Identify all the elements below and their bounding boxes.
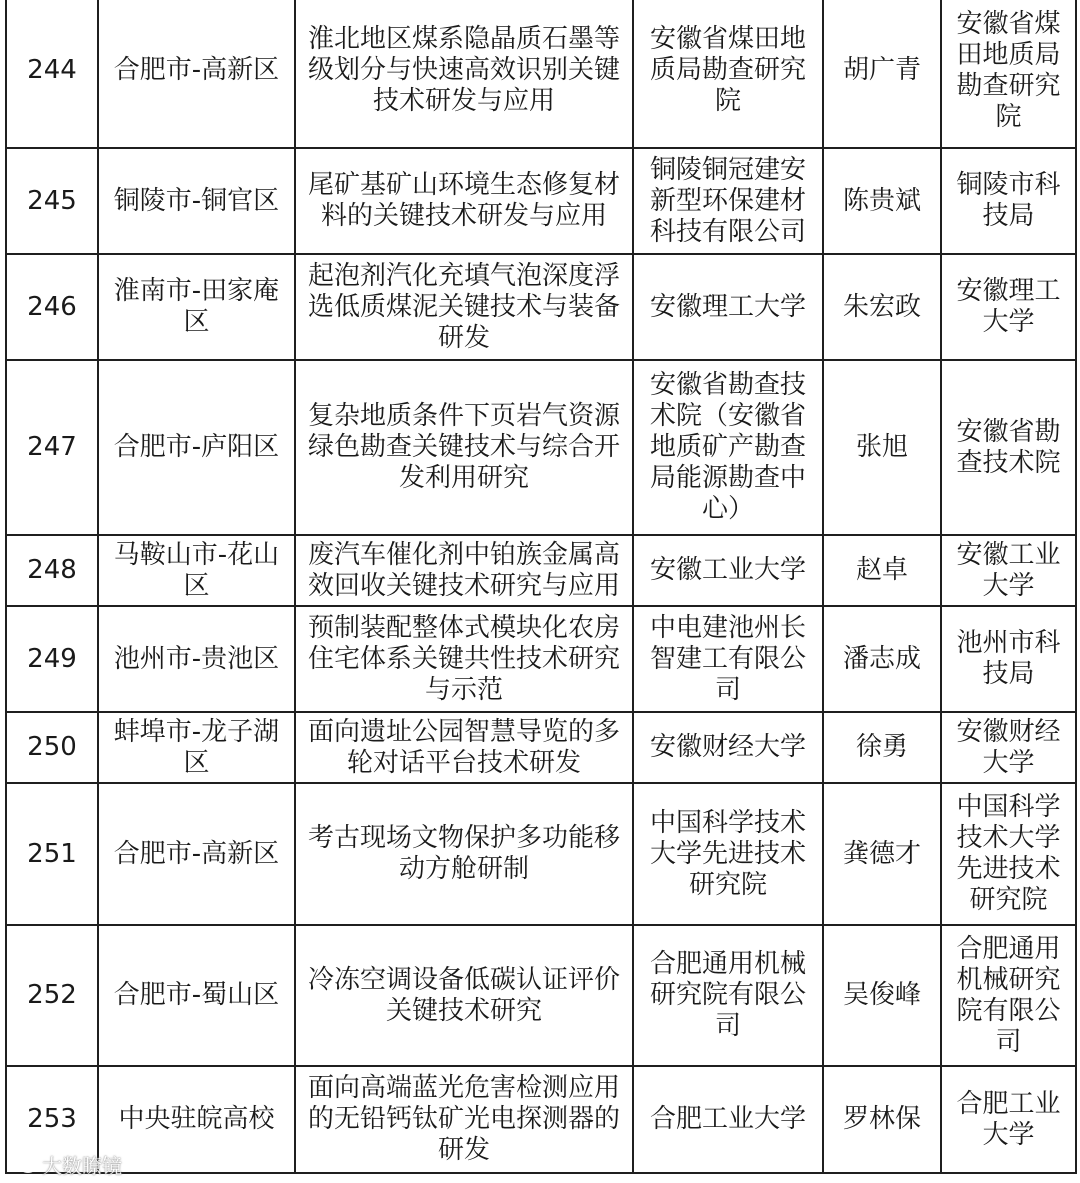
project-table <box>5 0 1077 1174</box>
serial-number-cell: 251 <box>6 783 98 925</box>
project-name-cell: 复杂地质条件下页岩气资源绿色勘查关键技术与综合开发利用研究 <box>295 360 633 535</box>
table-row <box>6 148 1076 254</box>
project-name-cell: 面向遗址公园智慧导览的多轮对话平台技术研发 <box>295 712 633 783</box>
table-row <box>6 1066 1076 1173</box>
project-leader-cell: 张旭 <box>823 360 941 535</box>
region-cell: 中央驻皖高校 <box>98 1066 295 1173</box>
project-name-cell: 废汽车催化剂中铂族金属高效回收关键技术研究与应用 <box>295 535 633 606</box>
undertaking-unit-cell: 中电建池州长智建工有限公司 <box>633 606 823 712</box>
region-cell: 池州市-贵池区 <box>98 606 295 712</box>
recommending-unit-cell: 安徽理工大学 <box>941 254 1076 360</box>
undertaking-unit-cell: 合肥通用机械研究院有限公司 <box>633 925 823 1066</box>
wechat-logo-icon <box>8 1154 38 1174</box>
table-row <box>6 254 1076 360</box>
project-name-cell: 预制装配整体式模块化农房住宅体系关键共性技术研究与示范 <box>295 606 633 712</box>
region-cell: 合肥市-高新区 <box>98 783 295 925</box>
project-leader-cell: 陈贵斌 <box>823 148 941 254</box>
serial-number-cell: 253 <box>6 1066 98 1173</box>
recommending-unit-cell: 合肥通用机械研究院有限公司 <box>941 925 1076 1066</box>
serial-number-cell: 249 <box>6 606 98 712</box>
recommending-unit-cell: 安徽省煤田地质局勘查研究院 <box>941 0 1076 148</box>
serial-number-cell: 247 <box>6 360 98 535</box>
watermark-text: 大数瞭镜 <box>42 1153 122 1178</box>
serial-number-cell: 245 <box>6 148 98 254</box>
undertaking-unit-cell: 中国科学技术大学先进技术研究院 <box>633 783 823 925</box>
serial-number-cell: 252 <box>6 925 98 1066</box>
undertaking-unit-cell: 安徽工业大学 <box>633 535 823 606</box>
undertaking-unit-cell: 安徽理工大学 <box>633 254 823 360</box>
recommending-unit-cell: 铜陵市科技局 <box>941 148 1076 254</box>
project-leader-cell: 吴俊峰 <box>823 925 941 1066</box>
table-row <box>6 606 1076 712</box>
undertaking-unit-cell: 安徽省勘查技术院（安徽省地质矿产勘查局能源勘查中心） <box>633 360 823 535</box>
project-leader-cell: 朱宏政 <box>823 254 941 360</box>
project-name-cell: 尾矿基矿山环境生态修复材料的关键技术研发与应用 <box>295 148 633 254</box>
undertaking-unit-cell: 合肥工业大学 <box>633 1066 823 1173</box>
project-name-cell: 淮北地区煤系隐晶质石墨等级划分与快速高效识别关键技术研发与应用 <box>295 0 633 148</box>
project-name-cell: 冷冻空调设备低碳认证评价关键技术研究 <box>295 925 633 1066</box>
region-cell: 铜陵市-铜官区 <box>98 148 295 254</box>
serial-number-cell: 250 <box>6 712 98 783</box>
table-row <box>6 925 1076 1066</box>
serial-number-cell: 246 <box>6 254 98 360</box>
serial-number-cell: 248 <box>6 535 98 606</box>
undertaking-unit-cell: 安徽省煤田地质局勘查研究院 <box>633 0 823 148</box>
region-cell: 合肥市-蜀山区 <box>98 925 295 1066</box>
project-name-cell: 起泡剂汽化充填气泡深度浮选低质煤泥关键技术与装备研发 <box>295 254 633 360</box>
table-row <box>6 360 1076 535</box>
recommending-unit-cell: 中国科学技术大学先进技术研究院 <box>941 783 1076 925</box>
table-row <box>6 0 1076 148</box>
undertaking-unit-cell: 铜陵铜冠建安新型环保建材科技有限公司 <box>633 148 823 254</box>
project-leader-cell: 赵卓 <box>823 535 941 606</box>
project-leader-cell: 龚德才 <box>823 783 941 925</box>
recommending-unit-cell: 池州市科技局 <box>941 606 1076 712</box>
recommending-unit-cell: 安徽省勘查技术院 <box>941 360 1076 535</box>
table-row <box>6 783 1076 925</box>
project-leader-cell: 胡广青 <box>823 0 941 148</box>
table-row <box>6 712 1076 783</box>
recommending-unit-cell: 合肥工业大学 <box>941 1066 1076 1173</box>
recommending-unit-cell: 安徽财经大学 <box>941 712 1076 783</box>
region-cell: 马鞍山市-花山区 <box>98 535 295 606</box>
serial-number-cell: 244 <box>6 0 98 148</box>
project-leader-cell: 潘志成 <box>823 606 941 712</box>
region-cell: 合肥市-高新区 <box>98 0 295 148</box>
recommending-unit-cell: 安徽工业大学 <box>941 535 1076 606</box>
region-cell: 淮南市-田家庵区 <box>98 254 295 360</box>
project-name-cell: 考古现场文物保护多功能移动方舱研制 <box>295 783 633 925</box>
watermark <box>8 1151 122 1177</box>
region-cell: 蚌埠市-龙子湖区 <box>98 712 295 783</box>
project-leader-cell: 罗林保 <box>823 1066 941 1173</box>
undertaking-unit-cell: 安徽财经大学 <box>633 712 823 783</box>
table-row <box>6 535 1076 606</box>
project-leader-cell: 徐勇 <box>823 712 941 783</box>
project-name-cell: 面向高端蓝光危害检测应用的无铅钙钛矿光电探测器的研发 <box>295 1066 633 1173</box>
region-cell: 合肥市-庐阳区 <box>98 360 295 535</box>
